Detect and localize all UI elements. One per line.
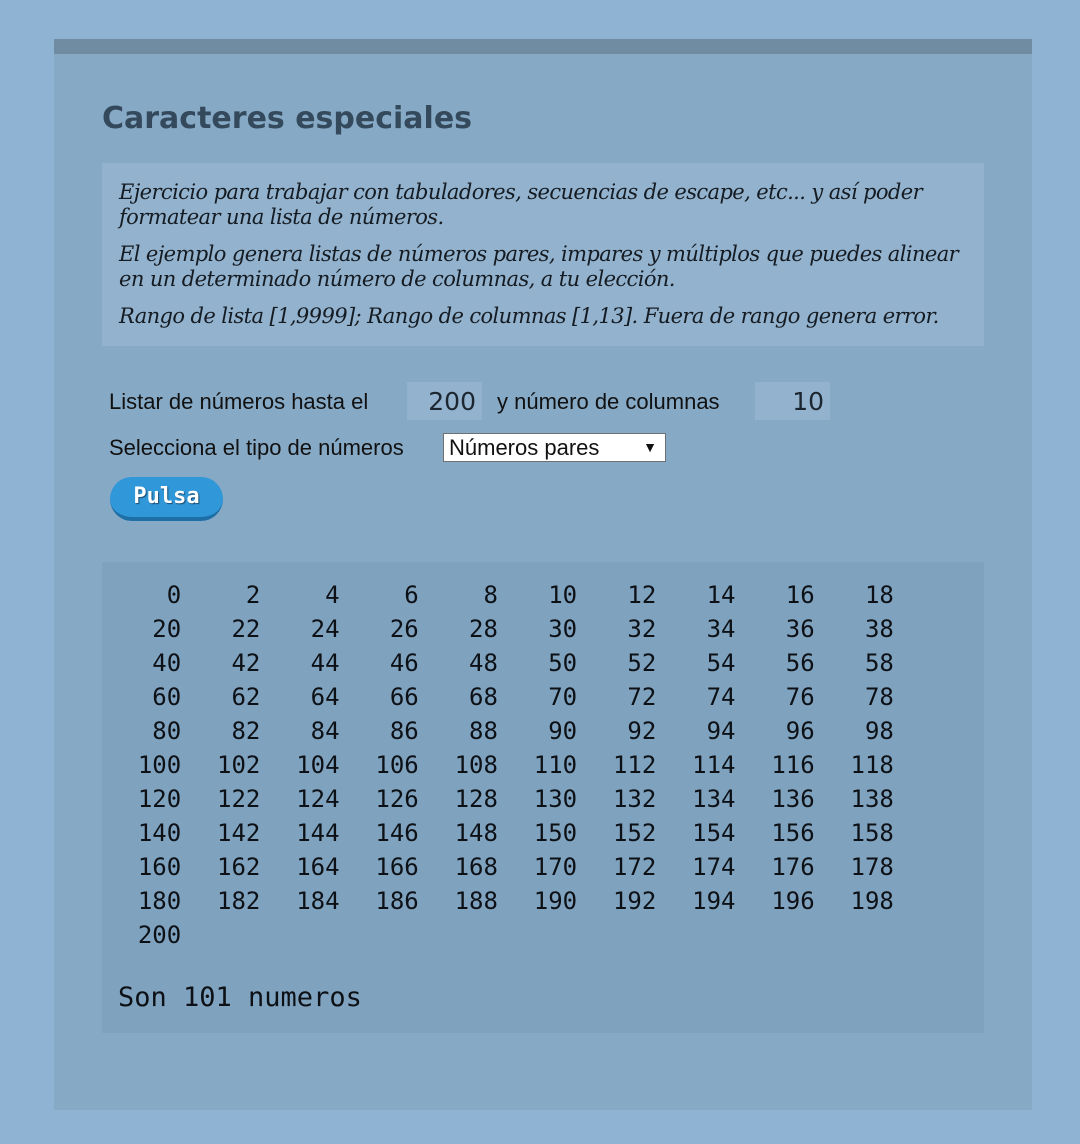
columns-label: y número de columnas bbox=[497, 389, 720, 414]
output-number: 194 bbox=[692, 887, 736, 915]
output-number: 14 bbox=[706, 581, 736, 609]
output-number: 98 bbox=[864, 717, 894, 745]
limit-label: Listar de números hasta el bbox=[109, 389, 369, 414]
output-number: 158 bbox=[850, 819, 894, 847]
output-number: 176 bbox=[771, 853, 815, 881]
output-number: 154 bbox=[692, 819, 736, 847]
output-row bbox=[118, 646, 984, 680]
output-number: 112 bbox=[612, 751, 657, 779]
card-top-bar bbox=[54, 39, 1032, 54]
output-number: 48 bbox=[469, 649, 498, 677]
output-number: 136 bbox=[771, 785, 815, 813]
main-card bbox=[54, 39, 1032, 1110]
output-number: 146 bbox=[375, 819, 419, 847]
output-number: 100 bbox=[137, 751, 182, 779]
output-number: 102 bbox=[217, 751, 261, 779]
output-number: 22 bbox=[231, 615, 261, 643]
output-number: 152 bbox=[612, 819, 657, 847]
output-number: 142 bbox=[217, 819, 261, 847]
output-number: 150 bbox=[533, 819, 578, 847]
output-number: 124 bbox=[296, 785, 340, 813]
output-number: 116 bbox=[771, 751, 815, 779]
output-number: 6 bbox=[404, 581, 419, 609]
description-paragraph-1: Ejercicio para trabajar con tabuladores, secuencias de escape, etc... y así poder formatear una lista de números. bbox=[119, 180, 923, 229]
output-number: 162 bbox=[217, 853, 261, 881]
output-number: 36 bbox=[785, 615, 815, 643]
output-number: 70 bbox=[548, 683, 578, 711]
output-row bbox=[118, 850, 984, 884]
number-type-selected: Números pares bbox=[449, 435, 600, 460]
output-number: 2 bbox=[245, 581, 261, 609]
count-text: Son 101 numeros bbox=[118, 982, 362, 1013]
output-row bbox=[118, 578, 984, 612]
output-number: 178 bbox=[850, 853, 894, 881]
output-number: 122 bbox=[217, 785, 261, 813]
output-number: 196 bbox=[771, 887, 815, 915]
output-number: 156 bbox=[771, 819, 815, 847]
output-number: 186 bbox=[375, 887, 419, 915]
type-label: Selecciona el tipo de números bbox=[109, 435, 404, 460]
number-type-select[interactable] bbox=[443, 433, 666, 462]
description-paragraph-3: Rango de lista [1,9999]; Rango de columnas [1,13]. Fuera de rango genera error. bbox=[119, 304, 939, 328]
output-number: 182 bbox=[217, 887, 261, 915]
output-number: 172 bbox=[612, 853, 657, 881]
output-row bbox=[118, 782, 984, 816]
output-number: 24 bbox=[310, 615, 340, 643]
output-number: 12 bbox=[627, 581, 657, 609]
output-number: 78 bbox=[864, 683, 894, 711]
output-number: 62 bbox=[231, 683, 261, 711]
output-number: 44 bbox=[310, 649, 340, 677]
output-row bbox=[118, 816, 984, 850]
output-number: 166 bbox=[375, 853, 419, 881]
output-panel bbox=[102, 562, 984, 1033]
columns-input[interactable] bbox=[755, 382, 830, 420]
output-number: 0 bbox=[166, 581, 182, 609]
output-number: 56 bbox=[785, 649, 815, 677]
output-number: 50 bbox=[548, 649, 578, 677]
output-number: 160 bbox=[137, 853, 182, 881]
output-number: 34 bbox=[706, 615, 736, 643]
output-number: 20 bbox=[152, 615, 182, 643]
output-number: 66 bbox=[389, 683, 419, 711]
output-number: 10 bbox=[548, 581, 578, 609]
output-number: 58 bbox=[864, 649, 894, 677]
description-paragraph-2: El ejemplo genera listas de números pares, impares y múltiplos que puedes alinear en un determinado número de columnas, a tu elección. bbox=[119, 242, 959, 291]
output-number: 114 bbox=[692, 751, 736, 779]
limit-input[interactable] bbox=[407, 382, 482, 420]
output-number: 168 bbox=[454, 853, 498, 881]
output-number: 54 bbox=[706, 649, 736, 677]
output-number: 64 bbox=[310, 683, 340, 711]
output-number: 40 bbox=[152, 649, 182, 677]
output-number: 46 bbox=[389, 649, 419, 677]
output-number: 90 bbox=[548, 717, 578, 745]
output-number: 80 bbox=[152, 717, 182, 745]
output-number: 92 bbox=[627, 717, 657, 745]
output-number: 18 bbox=[864, 581, 894, 609]
output-number: 108 bbox=[454, 751, 498, 779]
output-number: 174 bbox=[692, 853, 736, 881]
output-row bbox=[118, 884, 984, 918]
output-number: 16 bbox=[785, 581, 815, 609]
output-number: 148 bbox=[454, 819, 498, 847]
output-number: 42 bbox=[231, 649, 261, 677]
output-row bbox=[118, 612, 984, 646]
output-number: 96 bbox=[785, 717, 815, 745]
output-number: 128 bbox=[454, 785, 498, 813]
output-number: 60 bbox=[152, 683, 182, 711]
output-number: 170 bbox=[533, 853, 578, 881]
number-grid bbox=[118, 578, 984, 952]
output-number: 130 bbox=[533, 785, 578, 813]
output-number: 140 bbox=[137, 819, 182, 847]
output-number: 38 bbox=[864, 615, 894, 643]
output-number: 190 bbox=[533, 887, 578, 915]
output-number: 110 bbox=[533, 751, 578, 779]
output-number: 8 bbox=[483, 581, 498, 609]
output-number: 120 bbox=[137, 785, 182, 813]
output-number: 68 bbox=[469, 683, 498, 711]
output-number: 138 bbox=[850, 785, 894, 813]
output-number: 144 bbox=[296, 819, 340, 847]
output-number: 76 bbox=[785, 683, 815, 711]
output-number: 94 bbox=[706, 717, 736, 745]
output-number: 28 bbox=[469, 615, 498, 643]
output-number: 164 bbox=[296, 853, 340, 881]
output-row bbox=[118, 918, 984, 952]
output-number: 200 bbox=[137, 921, 182, 949]
output-number: 52 bbox=[627, 649, 657, 677]
page-title: Caracteres especiales bbox=[102, 101, 473, 136]
output-row bbox=[118, 714, 984, 748]
output-row bbox=[118, 680, 984, 714]
output-number: 132 bbox=[612, 785, 657, 813]
output-number: 82 bbox=[231, 717, 261, 745]
output-number: 30 bbox=[548, 615, 578, 643]
output-number: 88 bbox=[469, 717, 498, 745]
output-number: 104 bbox=[296, 751, 340, 779]
output-number: 198 bbox=[850, 887, 894, 915]
output-number: 74 bbox=[706, 683, 736, 711]
output-number: 192 bbox=[612, 887, 657, 915]
submit-button[interactable]: Pulsa bbox=[110, 477, 223, 521]
output-number: 106 bbox=[375, 751, 419, 779]
output-number: 188 bbox=[454, 887, 498, 915]
output-number: 180 bbox=[137, 887, 182, 915]
output-number: 86 bbox=[389, 717, 419, 745]
output-number: 134 bbox=[692, 785, 736, 813]
output-number: 4 bbox=[325, 581, 340, 609]
output-number: 184 bbox=[296, 887, 340, 915]
output-number: 84 bbox=[310, 717, 340, 745]
output-number: 126 bbox=[375, 785, 419, 813]
output-number: 72 bbox=[627, 683, 657, 711]
description-box bbox=[102, 163, 984, 346]
output-number: 32 bbox=[627, 615, 657, 643]
output-row bbox=[118, 748, 984, 782]
output-number: 118 bbox=[850, 751, 894, 779]
output-number: 26 bbox=[389, 615, 419, 643]
chevron-down-icon: ▼ bbox=[643, 439, 657, 455]
